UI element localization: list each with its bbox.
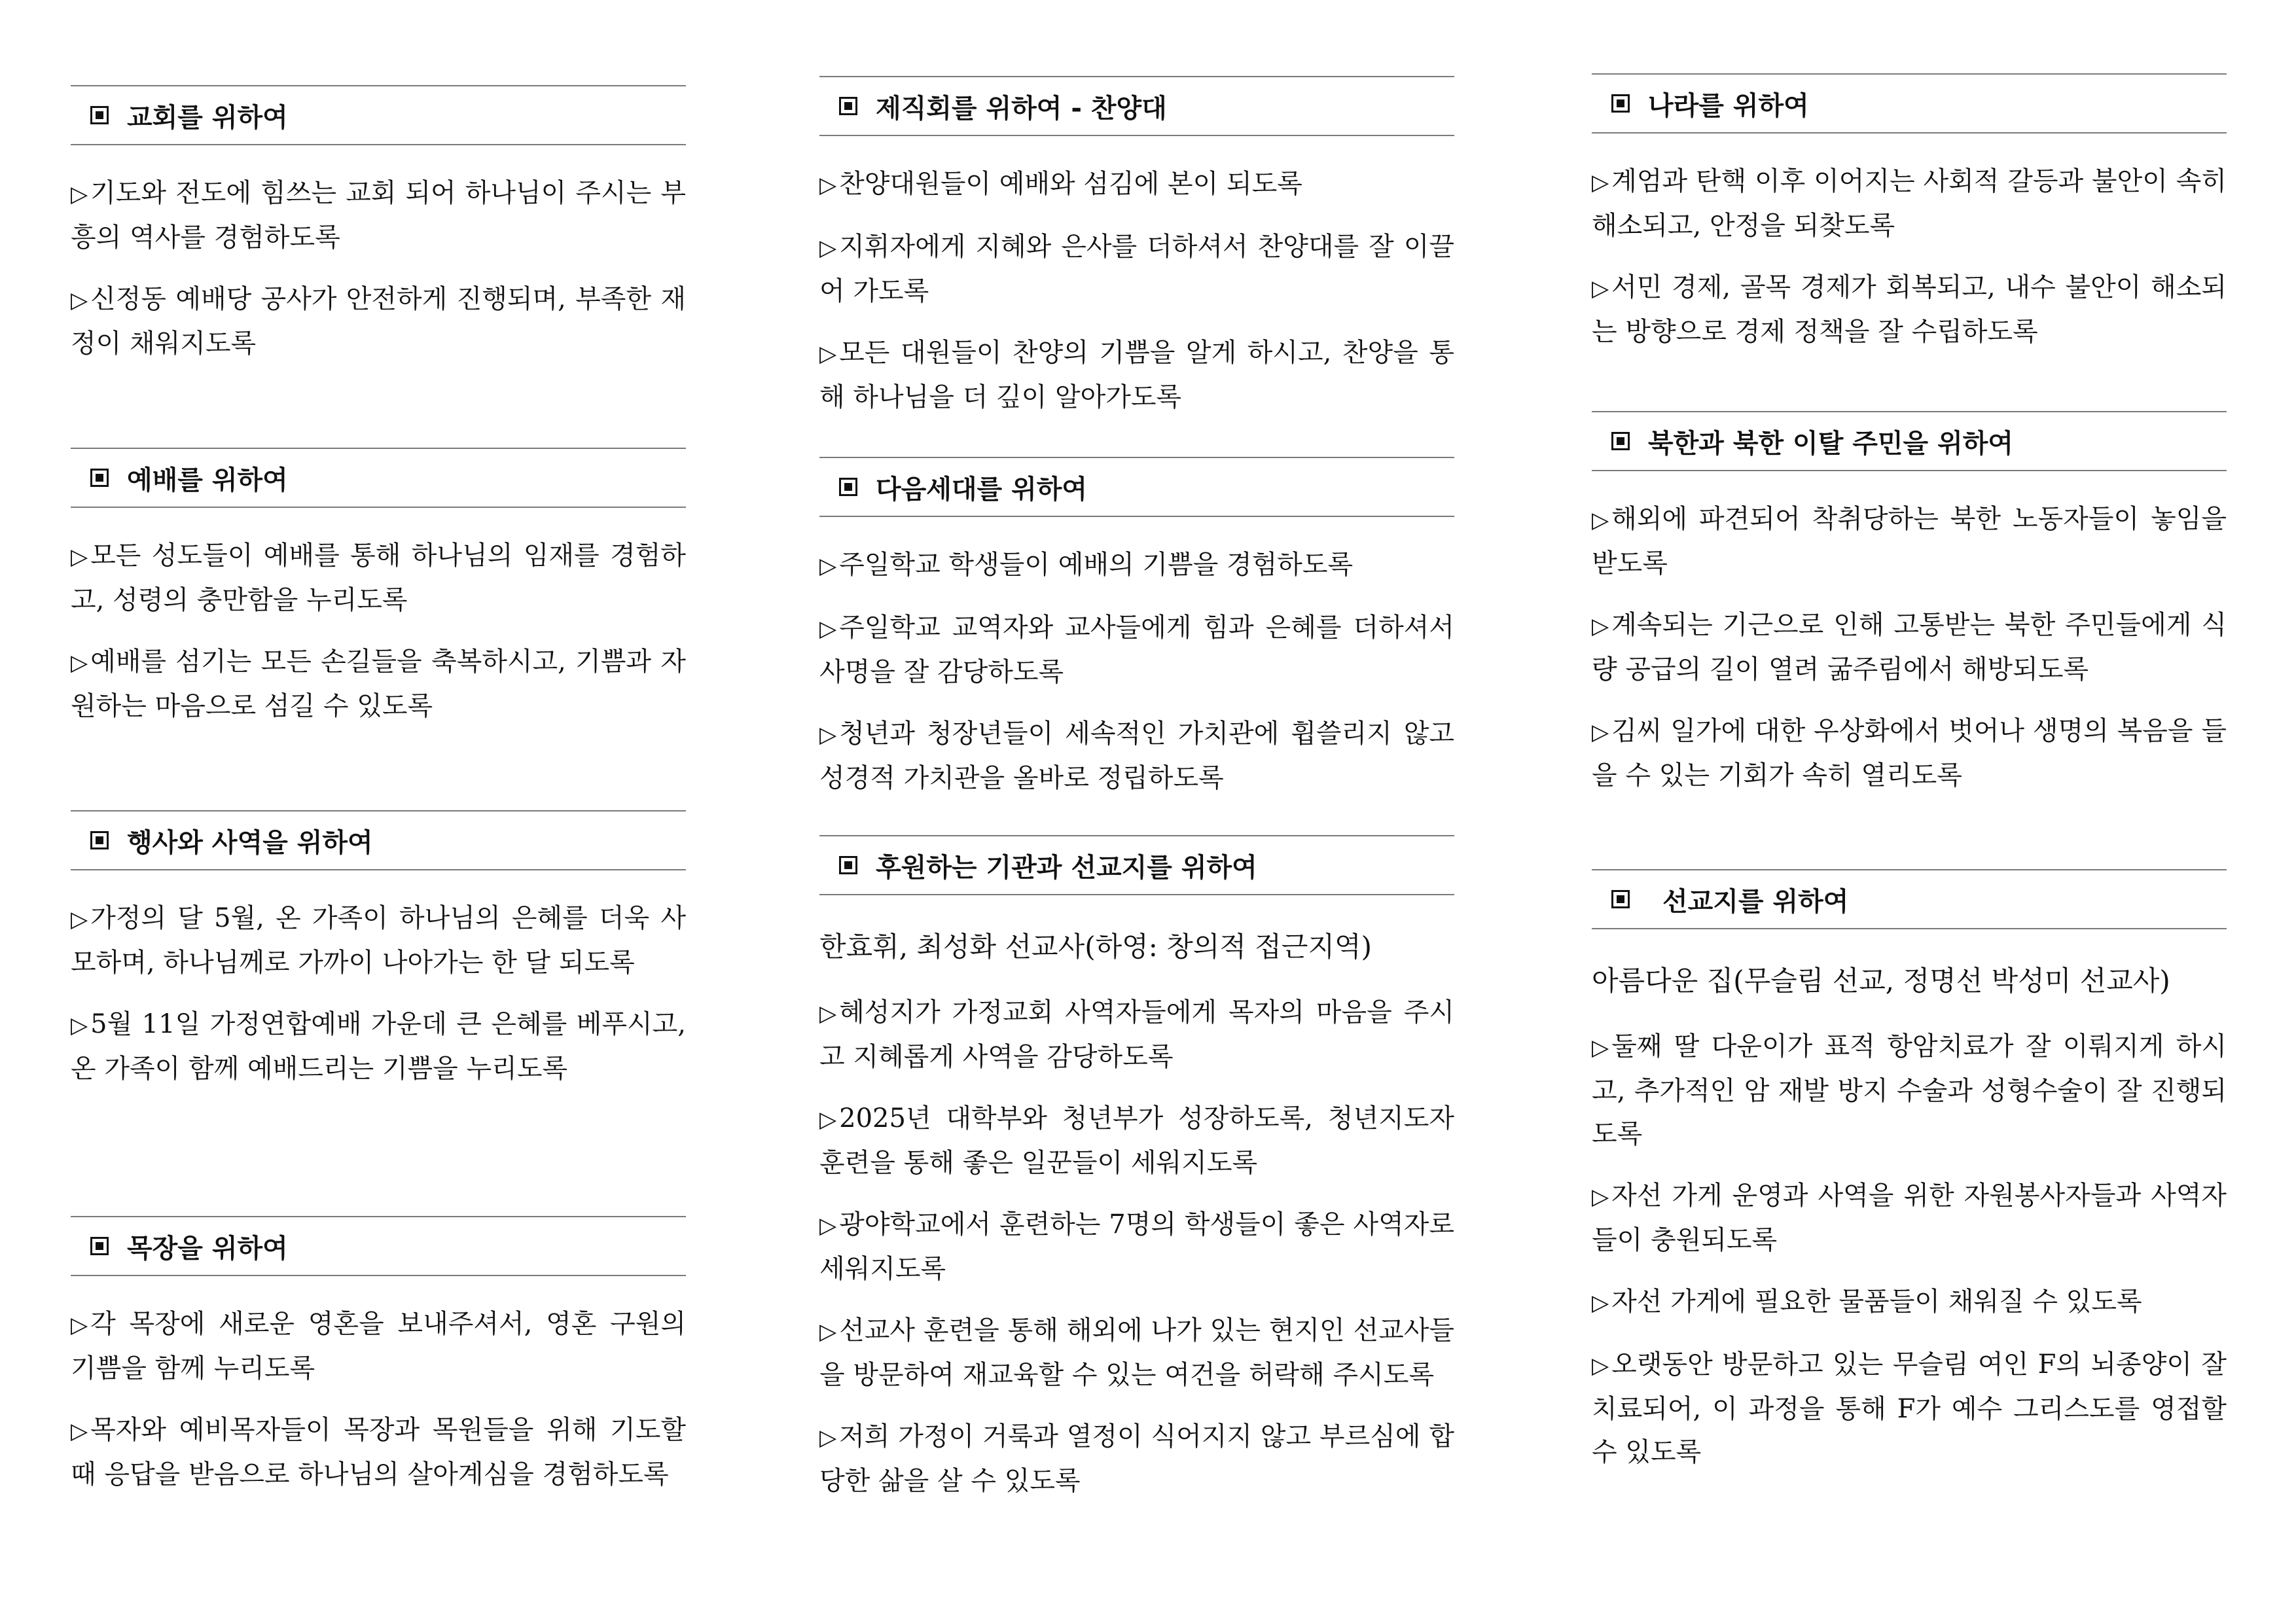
prayer-item: ▷ 자선 가게에 필요한 물품들이 채워질 수 있도록 [1592, 1280, 2227, 1325]
section-support-missions [819, 835, 1454, 1521]
triangle-bullet-icon: ▷ [819, 553, 837, 579]
prayer-item: ▷ 2025년 대학부와 청년부가 성장하도록, 청년지도자 훈련을 통해 좋은 일꾼들이 세워지도록 [819, 1097, 1454, 1185]
prayer-item: ▷ 해외에 파견되어 착취당하는 북한 노동자들이 놓임을 받도록 [1592, 497, 2227, 585]
section-choir [819, 76, 1454, 437]
section-next-generation [819, 457, 1454, 818]
section-header [819, 835, 1454, 895]
prayer-item: ▷ 저희 가정이 거룩과 열정이 식어지지 않고 부르심에 합당한 삶을 살 수 있도록 [819, 1415, 1454, 1503]
section-nation [1592, 73, 2227, 372]
section-header [1592, 411, 2227, 471]
section-header [819, 457, 1454, 517]
triangle-bullet-icon: ▷ [1592, 1035, 1609, 1061]
prayer-item: ▷ 오랫동안 방문하고 있는 무슬림 여인 F의 뇌종양이 잘 치료되어, 이 과정을 통해 F가 예수 그리스도를 영접할 수 있도록 [1592, 1343, 2227, 1474]
triangle-bullet-icon: ▷ [819, 1213, 837, 1239]
section-church [71, 85, 686, 383]
prayer-item: ▷ 둘째 딸 다운이가 표적 항암치료가 잘 이뤄지게 하시고, 추가적인 암 재발 방지 수술과 성형수술이 잘 진행되도록 [1592, 1025, 2227, 1156]
triangle-bullet-icon: ▷ [71, 1418, 88, 1444]
triangle-bullet-icon: ▷ [819, 341, 837, 367]
prayer-item: ▷ 광야학교에서 훈련하는 7명의 학생들이 좋은 사역자로 세워지도록 [819, 1203, 1454, 1291]
prayer-item: ▷ 청년과 청장년들이 세속적인 가치관에 휩쓸리지 않고 성경적 가치관을 올바로 정립하도록 [819, 712, 1454, 800]
triangle-bullet-icon: ▷ [1592, 719, 1609, 745]
triangle-bullet-icon: ▷ [819, 172, 837, 198]
square-bullet-icon [90, 1237, 109, 1255]
prayer-item: ▷ 찬양대원들이 예배와 섬김에 본이 되도록 [819, 162, 1454, 207]
triangle-bullet-icon: ▷ [819, 1001, 837, 1027]
triangle-bullet-icon: ▷ [71, 287, 88, 313]
prayer-item: ▷ 서민 경제, 골목 경제가 회복되고, 내수 불안이 해소되는 방향으로 경제 정책을 잘 수립하도록 [1592, 266, 2227, 353]
triangle-bullet-icon: ▷ [819, 616, 837, 642]
triangle-bullet-icon: ▷ [71, 650, 88, 676]
prayer-item: ▷ 주일학교 학생들이 예배의 기쁨을 경험하도록 [819, 543, 1454, 588]
triangle-bullet-icon: ▷ [819, 1319, 837, 1345]
square-bullet-icon [839, 856, 857, 874]
prayer-item: ▷ 모든 성도들이 예배를 통해 하나님의 임재를 경험하고, 성령의 충만함을 누리도록 [71, 534, 686, 622]
missionary-subtitle: 아름다운 집(무슬림 선교, 정명선 박성미 선교사) [1592, 965, 2170, 997]
section-events [71, 810, 686, 1109]
section-header [819, 76, 1454, 136]
prayer-item: ▷ 선교사 훈련을 통해 해외에 나가 있는 현지인 선교사들을 방문하여 재교육할 수 있는 여건을 허락해 주시도록 [819, 1309, 1454, 1397]
section-header [71, 85, 686, 145]
section-title: 선교지를 위하여 [1662, 886, 1849, 917]
square-bullet-icon [90, 106, 109, 124]
section-title: 목장을 위하여 [127, 1233, 288, 1264]
triangle-bullet-icon: ▷ [1592, 1290, 1609, 1316]
square-bullet-icon [1611, 432, 1630, 450]
triangle-bullet-icon: ▷ [819, 235, 837, 261]
section-header [71, 1216, 686, 1276]
section-mission-field [1592, 869, 2227, 1492]
section-north-korea [1592, 411, 2227, 815]
triangle-bullet-icon: ▷ [1592, 613, 1609, 639]
triangle-bullet-icon: ▷ [819, 1107, 837, 1133]
prayer-item: ▷ 5월 11일 가정연합예배 가운데 큰 은혜를 베푸시고, 온 가족이 함께 예배드리는 기쁨을 누리도록 [71, 1003, 686, 1090]
triangle-bullet-icon: ▷ [71, 181, 88, 207]
triangle-bullet-icon: ▷ [71, 544, 88, 570]
section-header [71, 810, 686, 870]
section-header [71, 448, 686, 508]
prayer-item: ▷ 각 목장에 새로운 영혼을 보내주셔서, 영혼 구원의 기쁨을 함께 누리도록 [71, 1302, 686, 1390]
triangle-bullet-icon: ▷ [71, 1312, 88, 1338]
section-mokjang [71, 1216, 686, 1514]
prayer-item: ▷ 주일학교 교역자와 교사들에게 힘과 은혜를 더하셔서 사명을 잘 감당하도록 [819, 606, 1454, 694]
section-worship [71, 448, 686, 746]
section-title: 북한과 북한 이탈 주민을 위하여 [1648, 428, 2014, 459]
section-header [1592, 869, 2227, 929]
section-title: 다음세대를 위하여 [876, 474, 1088, 505]
prayer-item: ▷ 모든 대원들이 찬양의 기쁨을 알게 하시고, 찬양을 통해 하나님을 더 깊이 알아가도록 [819, 331, 1454, 419]
section-header [1592, 73, 2227, 134]
section-title: 예배를 위하여 [127, 465, 288, 495]
section-title: 나라를 위하여 [1648, 90, 1809, 121]
section-title: 제직회를 위하여 - 찬양대 [876, 93, 1167, 124]
triangle-bullet-icon: ▷ [1592, 169, 1609, 196]
square-bullet-icon [839, 478, 857, 496]
square-bullet-icon [90, 831, 109, 849]
triangle-bullet-icon: ▷ [1592, 1184, 1609, 1210]
missionary-subtitle: 한효휘, 최성화 선교사(하영: 창의적 접근지역) [819, 931, 1372, 963]
triangle-bullet-icon: ▷ [819, 1425, 837, 1451]
prayer-item: ▷ 자선 가게 운영과 사역을 위한 자원봉사자들과 사역자들이 충원되도록 [1592, 1174, 2227, 1262]
prayer-item: ▷ 기도와 전도에 힘쓰는 교회 되어 하나님이 주시는 부흥의 역사를 경험하도록 [71, 171, 686, 259]
triangle-bullet-icon: ▷ [819, 722, 837, 748]
prayer-item: ▷ 계속되는 기근으로 인해 고통받는 북한 주민들에게 식량 공급의 길이 열려 굶주림에서 해방되도록 [1592, 603, 2227, 691]
triangle-bullet-icon: ▷ [71, 1012, 88, 1039]
square-bullet-icon [90, 469, 109, 487]
section-title: 교회를 위하여 [127, 102, 288, 133]
section-title: 후원하는 기관과 선교지를 위하여 [876, 852, 1257, 883]
triangle-bullet-icon: ▷ [1592, 276, 1609, 302]
prayer-item: ▷ 김씨 일가에 대한 우상화에서 벗어나 생명의 복음을 들을 수 있는 기회가 속히 열리도록 [1592, 709, 2227, 797]
prayer-item: ▷ 신정동 예배당 공사가 안전하게 진행되며, 부족한 재정이 채워지도록 [71, 277, 686, 365]
prayer-item: ▷ 가정의 달 5월, 온 가족이 하나님의 은혜를 더욱 사모하며, 하나님께로 가까이 나아가는 한 달 되도록 [71, 897, 686, 984]
triangle-bullet-icon: ▷ [1592, 507, 1609, 533]
square-bullet-icon [839, 97, 857, 115]
section-title: 행사와 사역을 위하여 [127, 827, 373, 858]
triangle-bullet-icon: ▷ [71, 906, 88, 933]
triangle-bullet-icon: ▷ [1592, 1353, 1609, 1379]
prayer-item: ▷ 혜성지가 가정교회 사역자들에게 목자의 마음을 주시고 지혜롭게 사역을 감당하도록 [819, 991, 1454, 1079]
prayer-item: ▷ 목자와 예비목자들이 목장과 목원들을 위해 기도할 때 응답을 받음으로 하나님의 살아계심을 경험하도록 [71, 1408, 686, 1496]
square-bullet-icon [1611, 94, 1630, 113]
prayer-item: ▷ 계엄과 탄핵 이후 이어지는 사회적 갈등과 불안이 속히 해소되고, 안정을 되찾도록 [1592, 160, 2227, 247]
prayer-item: ▷ 지휘자에게 지혜와 은사를 더하셔서 찬양대를 잘 이끌어 가도록 [819, 225, 1454, 313]
prayer-item: ▷ 예배를 섬기는 모든 손길들을 축복하시고, 기쁨과 자원하는 마음으로 섬길 수 있도록 [71, 640, 686, 728]
square-bullet-icon [1611, 890, 1630, 908]
